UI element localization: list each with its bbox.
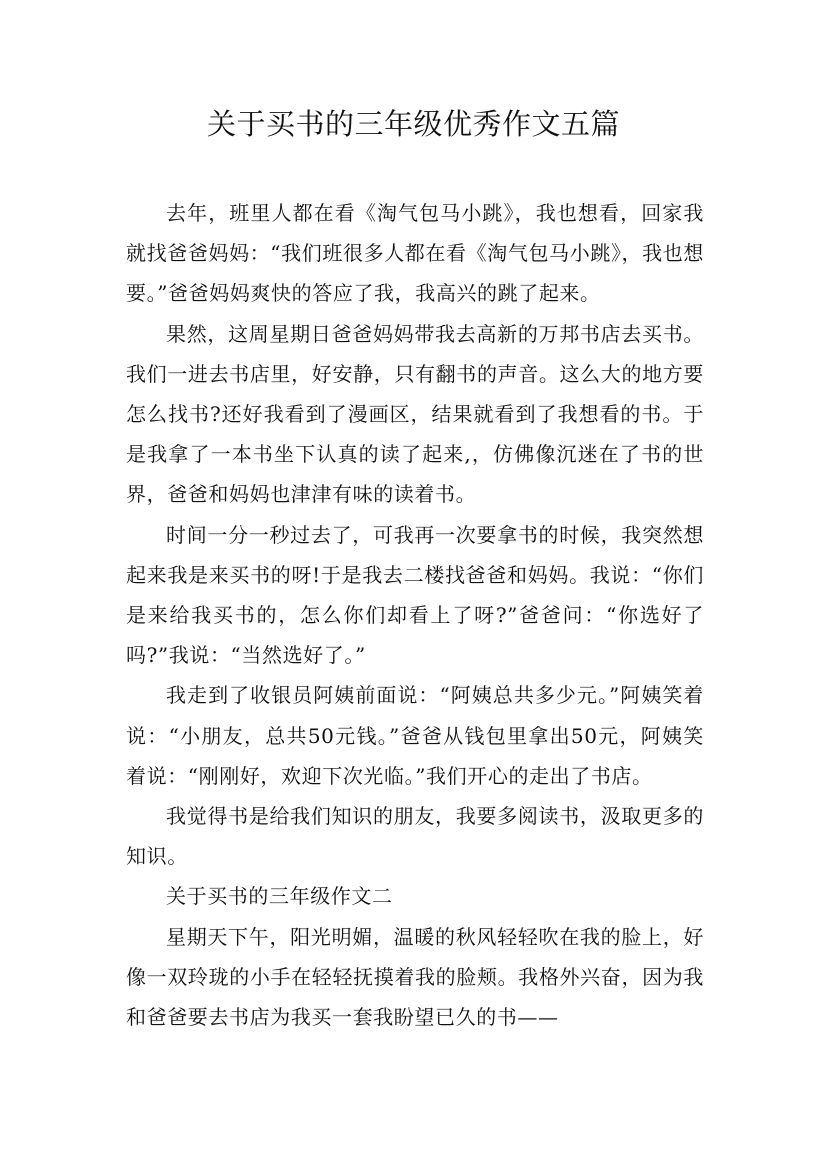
paragraph-5: 我觉得书是给我们知识的朋友，我要多阅读书，汲取更多的知识。 bbox=[126, 804, 704, 869]
paragraph-3: 时间一分一秒过去了，可我再一次要拿书的时候，我突然想起来我是来买书的呀!于是我去二楼找爸爸和妈妈。我说：“你们是来给我买书的，怎么你们却看上了呀?”爸爸问：“你选好了吗?”我说：“当然选好了。” bbox=[126, 522, 704, 668]
paragraph-1: 去年，班里人都在看《淘气包马小跳》，我也想看，回家我就找爸爸妈妈：“我们班很多人都在看《淘气包马小跳》，我也想要。”爸爸妈妈爽快的答应了我，我高兴的跳了起来。 bbox=[126, 201, 704, 306]
document-body bbox=[126, 193, 704, 1037]
paragraph-7: 星期天下午，阳光明媚，温暖的秋风轻轻吹在我的脸上，好像一双玲珑的小手在轻轻抚摸着我的脸颊。我格外兴奋，因为我和爸爸要去书店为我买一套我盼望已久的书—— bbox=[126, 924, 704, 1030]
section-heading-essay-two: 关于买书的三年级作文二 bbox=[166, 884, 393, 909]
document-title: 关于买书的三年级优秀作文五篇 bbox=[206, 107, 620, 141]
paragraph-4: 我走到了收银员阿姨前面说：“阿姨总共多少元。”阿姨笑着说：“小朋友，总共50元钱。”爸爸从钱包里拿出50元，阿姨笑着说：“刚刚好，欢迎下次光临。”我们开心的走出了书店。 bbox=[126, 683, 704, 788]
paragraph-2: 果然，这周星期日爸爸妈妈带我去高新的万邦书店去买书。我们一进去书店里，好安静，只有翻书的声音。这么大的地方要怎么找书?还好我看到了漫画区，结果就看到了我想看的书。于是我拿了一本书坐下认真的读了起来,，仿佛像沉迷在了书的世界，爸爸和妈妈也津津有味的读着书。 bbox=[126, 321, 704, 507]
